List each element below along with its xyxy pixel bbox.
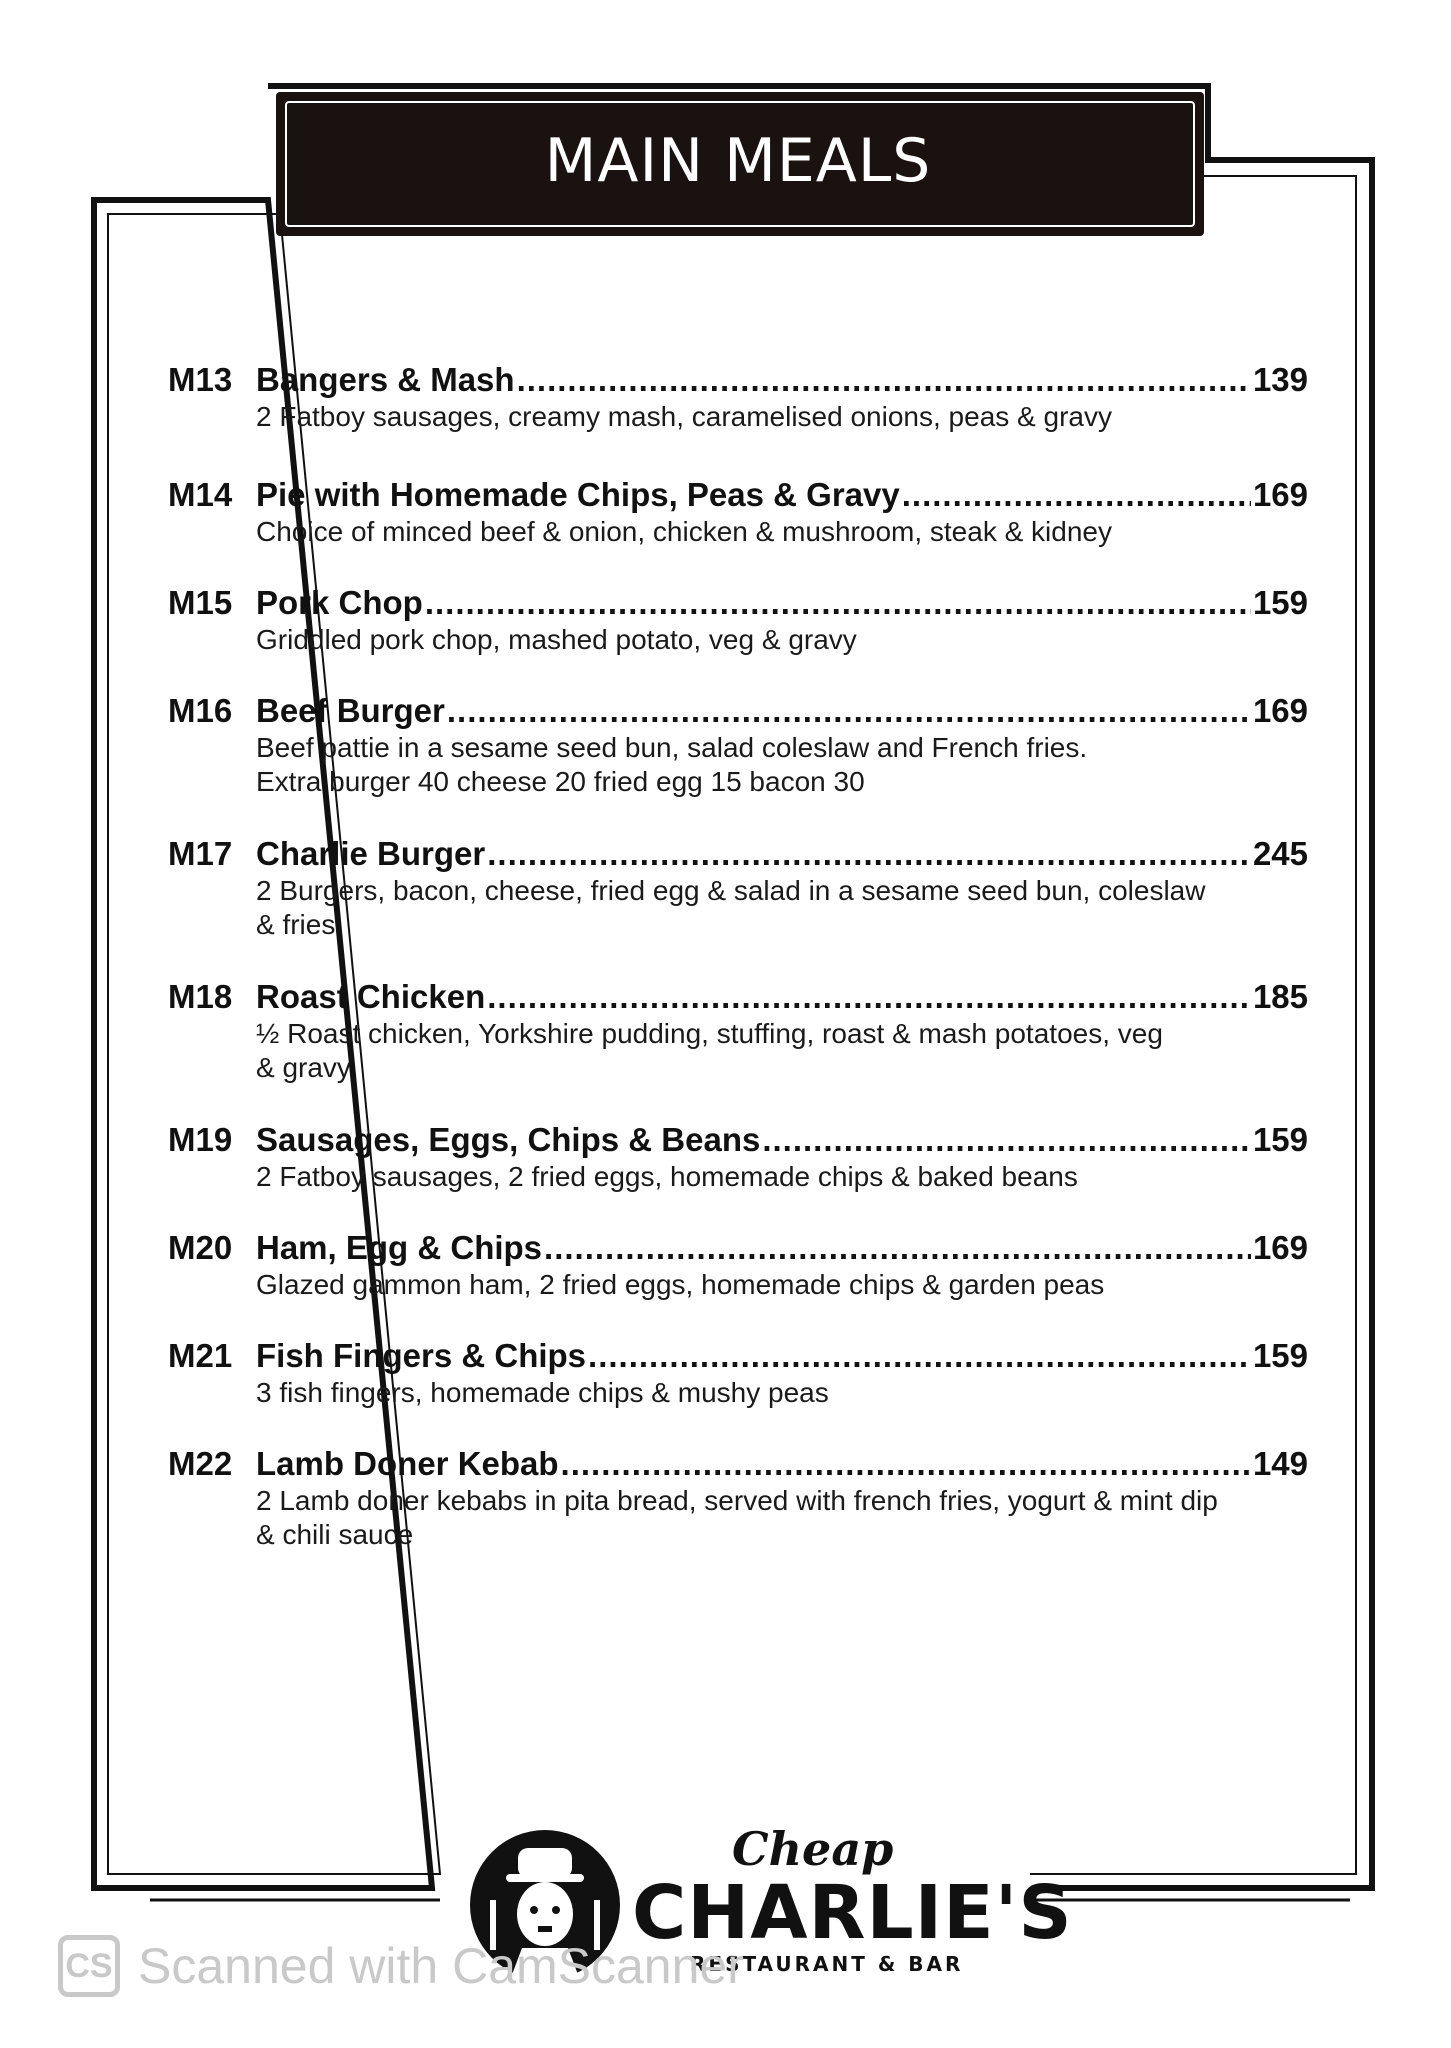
logo-tagline-text: RESTAURANT & BAR [690,1952,964,1976]
menu-item-description: Choice of minced beef & onion, chicken & mushroom, steak & kidney [256,516,1112,547]
menu-item-heading [168,1120,1308,1160]
menu-item-price: 159 [1252,1121,1308,1158]
menu-item-description: ½ Roast chicken, Yorkshire pudding, stuffing, roast & mash potatoes, veg [256,1018,1163,1049]
menu-item-code: M22 [168,1445,233,1482]
logo-cheap-text: Cheap [732,1822,894,1876]
menu-item-description: Beef pattie in a sesame seed bun, salad coleslaw and French fries. [256,732,1088,763]
menu-item-description: & fries [256,909,336,940]
menu-item-code: M14 [168,476,233,513]
dot-leader [487,977,1251,1017]
menu-item-m14 [168,475,1308,549]
menu-item-price: 169 [1252,692,1308,729]
menu-item-description: Glazed gammon ham, 2 fried eggs, homemade chips & garden peas [256,1269,1105,1300]
dot-leader [447,691,1251,731]
menu-item-description: & gravy [256,1052,351,1083]
camscanner-watermark [58,1935,744,1997]
dot-leader [588,1336,1251,1376]
menu-item-name: Sausages, Eggs, Chips & Beans [256,1121,761,1158]
menu-item-name: Charlie Burger [256,835,486,872]
menu-item-m22 [168,1444,1308,1552]
header-banner [268,86,1208,236]
menu-item-description: Extra burger 40 cheese 20 fried egg 15 bacon 30 [256,766,865,797]
menu-item-description: & chili sauce [256,1519,414,1550]
menu-item-heading [168,691,1308,731]
menu-item-heading [168,1336,1308,1376]
menu-item-description: 3 fish fingers, homemade chips & mushy peas [256,1377,829,1408]
menu-item-price: 139 [1252,361,1308,398]
menu-item-name: Ham, Egg & Chips [256,1229,543,1266]
menu-item-code: M15 [168,584,233,621]
menu-item-price: 159 [1252,1337,1308,1374]
dot-leader [762,1120,1251,1160]
menu-item-m18 [168,977,1308,1085]
dot-leader [517,360,1251,400]
menu-item-name: Beef Burger [256,692,445,729]
menu-item-price: 149 [1252,1445,1308,1482]
menu-item-description: 2 Lamb doner kebabs in pita bread, served with french fries, yogurt & mint dip [256,1485,1218,1516]
menu-item-code: M16 [168,692,233,729]
menu-item-heading [168,360,1308,400]
menu-item-description: Griddled pork chop, mashed potato, veg & gravy [256,624,857,655]
menu-item-code: M20 [168,1229,233,1266]
menu-item-code: M17 [168,835,233,872]
menu-item-price: 169 [1252,476,1308,513]
logo-name-text: CHARLIE'S [632,1870,1073,1956]
menu-item-m16 [168,691,1308,799]
dot-leader [544,1228,1251,1268]
dot-leader [487,834,1251,874]
menu-item-price: 185 [1252,978,1308,1015]
menu-item-name: Pork Chop [256,584,423,621]
menu-item-code: M21 [168,1337,233,1374]
menu-item-m21 [168,1336,1308,1410]
menu-item-price: 245 [1252,835,1308,872]
menu-item-heading [168,1444,1308,1484]
menu-item-heading [168,475,1308,515]
menu-item-code: M18 [168,978,233,1015]
menu-item-m17 [168,834,1308,942]
menu-item-m20 [168,1228,1308,1302]
menu-item-code: M13 [168,361,233,398]
menu-item-description: 2 Fatboy sausages, creamy mash, caramelised onions, peas & gravy [256,401,1112,432]
menu-item-m13 [168,360,1308,434]
menu-item-code: M19 [168,1121,233,1158]
menu-item-heading [168,977,1308,1017]
watermark-text: Scanned with CamScanner [138,1938,744,1994]
menu-item-price: 169 [1252,1229,1308,1266]
menu-item-name: Lamb Doner Kebab [256,1445,559,1482]
menu-item-description: 2 Fatboy sausages, 2 fried eggs, homemade chips & baked beans [256,1161,1078,1192]
menu-item-name: Bangers & Mash [256,361,515,398]
menu-item-name: Roast Chicken [256,978,486,1015]
camscanner-icon: CS [58,1935,120,1997]
menu-item-price: 159 [1252,584,1308,621]
menu-item-heading [168,1228,1308,1268]
page-title: MAIN MEALS [544,126,932,196]
menu-item-name: Pie with Homemade Chips, Peas & Gravy [256,476,900,513]
menu-item-m15 [168,583,1308,657]
dot-leader [561,1444,1251,1484]
dot-leader [902,475,1251,515]
menu-item-description: 2 Burgers, bacon, cheese, fried egg & salad in a sesame seed bun, coleslaw [256,875,1206,906]
menu-item-heading [168,583,1308,623]
dot-leader [425,583,1251,623]
menu-item-m19 [168,1120,1308,1194]
menu-item-name: Fish Fingers & Chips [256,1337,587,1374]
menu-item-heading [168,834,1308,874]
